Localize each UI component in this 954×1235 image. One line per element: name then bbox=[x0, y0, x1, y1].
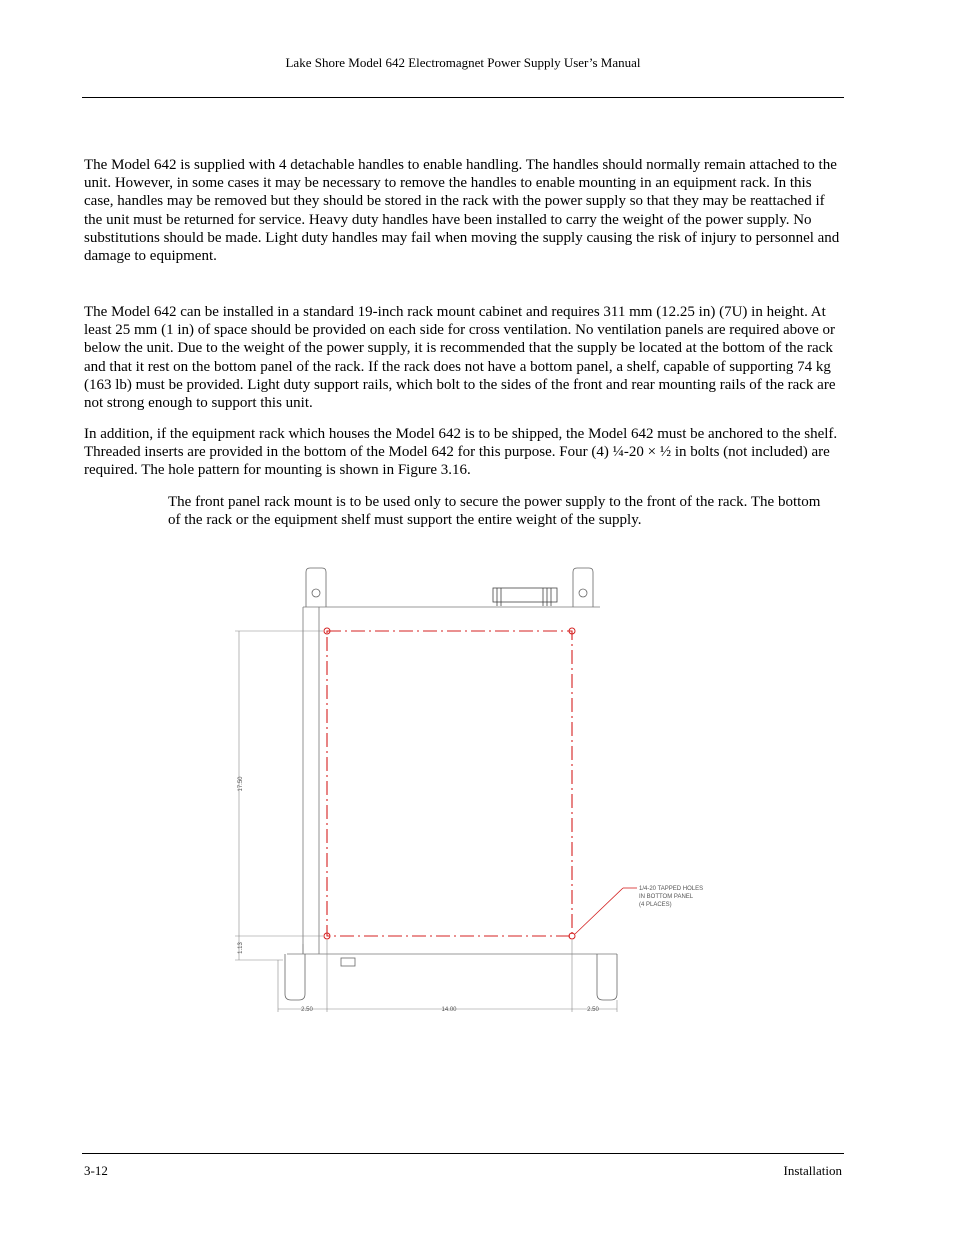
top-handles bbox=[306, 568, 593, 607]
horizontal-dimension bbox=[278, 940, 617, 1012]
front-knob bbox=[341, 958, 355, 966]
mounting-hole-pattern-figure bbox=[225, 560, 704, 1020]
handle-top-right bbox=[573, 568, 593, 607]
rack-mounting-paragraph: The Model 642 can be installed in a standard 19-inch rack mount cabinet and requires 311 mm (12.25 in) (7U) in height. At least 25 mm (1 in) of space should be provided on each side for cross ventilation. No ventilation panels are required above or below the unit. Due to the weight of the power supply, it is recommended that the supply be located at the bottom of the rack and that it rest on the bottom panel of the rack. If the rack does not have a bottom panel, a shelf, capable of supporting 74 kg (163 lb) must be provided. Light duty support rails, which bolt to the sides of the front and rear mounting rails of the rack are not strong enough to support this unit. bbox=[84, 304, 836, 412]
section-name: Installation bbox=[783, 1163, 842, 1178]
mounting-holes bbox=[324, 628, 575, 939]
callout-leader bbox=[575, 888, 623, 934]
vertical-dimension bbox=[235, 631, 323, 960]
handle-top-left-hole bbox=[312, 589, 320, 597]
header-rule bbox=[82, 97, 844, 98]
callout-line-3: (4 PLACES) bbox=[639, 902, 672, 908]
mounting-drawing bbox=[225, 560, 704, 1020]
rear-connectors bbox=[493, 588, 557, 606]
dim-vertical-main-label: 17.50 bbox=[238, 776, 244, 792]
footer-rule bbox=[82, 1153, 844, 1154]
callout-line-1: 1/4-20 TAPPED HOLES bbox=[639, 886, 704, 892]
handle-bottom-left bbox=[285, 954, 305, 1000]
running-header: Lake Shore Model 642 Electromagnet Power Supply User’s Manual bbox=[285, 55, 641, 70]
handles-paragraph: The Model 642 is supplied with 4 detachable handles to enable handling. The handles should normally remain attached to the unit. However, in some cases it may be necessary to remove the handles to enable mounting in an equipment rack. In this case, handles may be removed but they should be stored in the rack with the power supply so that they may be reattached if the unit must be returned for service. Heavy duty handles have been installed to carry the weight of the power supply. No substitutions should be made. Light duty handles may fail when moving the supply causing the risk of injury to personnel and damage to equipment. bbox=[84, 157, 840, 265]
handle-top-right-hole bbox=[579, 589, 587, 597]
rack-mount-note: The front panel rack mount is to be used only to secure the power supply to the front of the rack. The bottom of the rack or the equipment shelf must support the entire weight of the supply. bbox=[168, 494, 821, 529]
handle-bottom-right bbox=[597, 954, 617, 1000]
hole-pattern-outline bbox=[327, 631, 572, 936]
connector-block bbox=[493, 588, 557, 602]
callout-line-2: IN BOTTOM PANEL bbox=[639, 894, 694, 900]
shipping-paragraph: In addition, if the equipment rack which houses the Model 642 is to be shipped, the Model 642 must be anchored to the shelf. Threaded inserts are provided in the bottom of the Model 642 for this purpose. Four (4) ¼-20 × ½ in bolts (not included) are required. The hole pattern for mounting is shown in Figure 3.16. bbox=[84, 426, 838, 479]
dim-bottom-left-label: 2.50 bbox=[301, 1007, 313, 1013]
dim-vertical-small-label: 1.13 bbox=[238, 942, 244, 954]
chassis-outline bbox=[287, 607, 617, 954]
page-number: 3-12 bbox=[84, 1163, 108, 1178]
dim-bottom-center-label: 14.00 bbox=[441, 1007, 457, 1013]
handle-top-left bbox=[306, 568, 326, 607]
front-handles bbox=[285, 954, 617, 1000]
dim-bottom-right-label: 2.50 bbox=[587, 1007, 599, 1013]
